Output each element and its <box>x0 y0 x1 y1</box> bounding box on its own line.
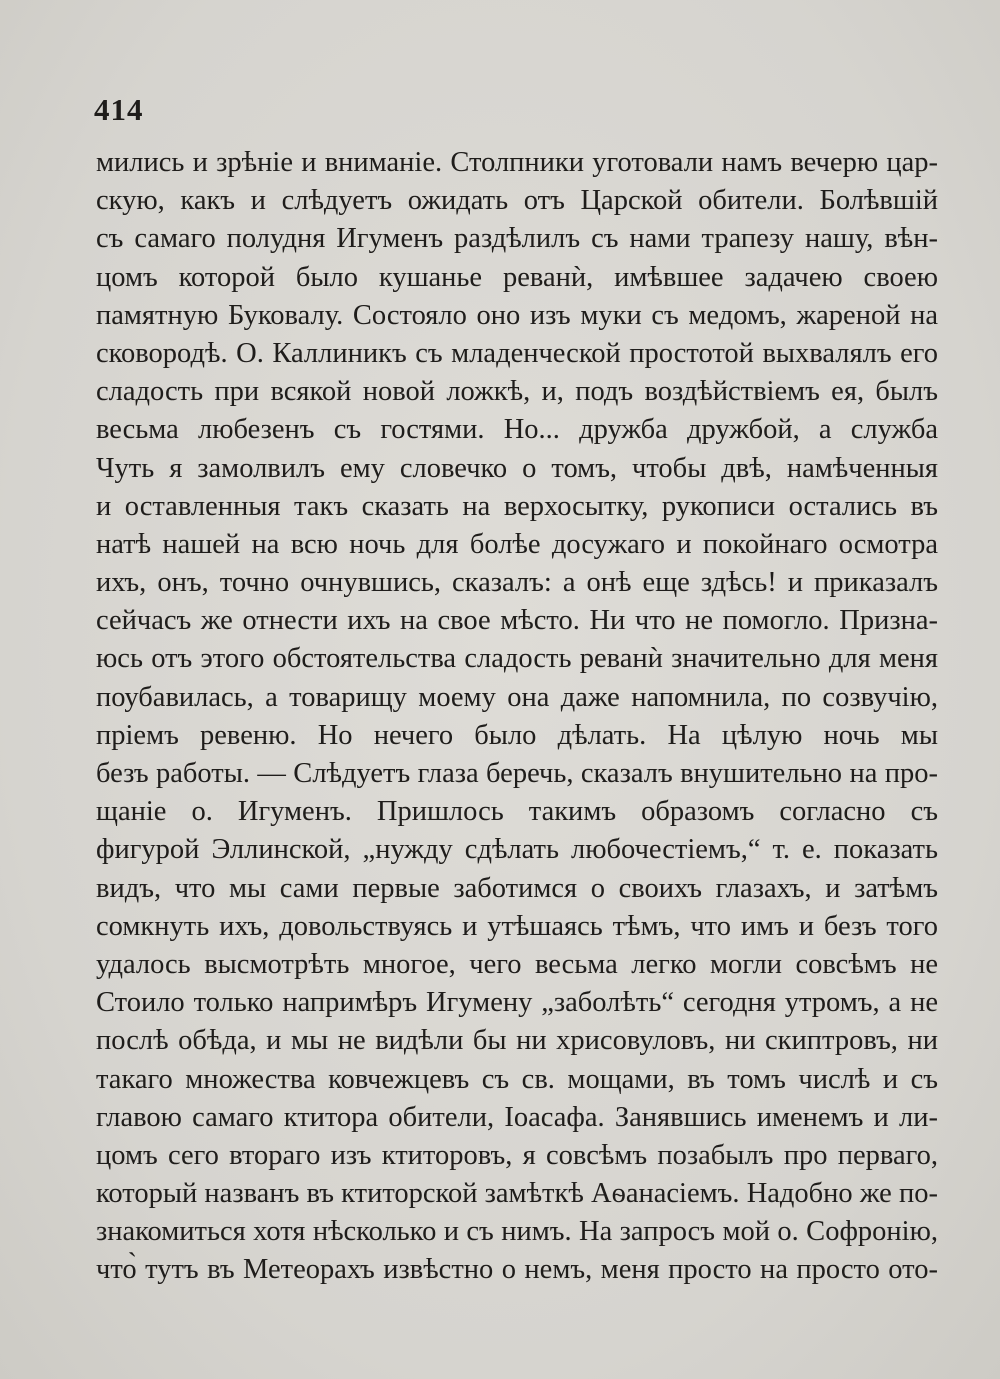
text-line: Чуть я замолвилъ ему словечко о томъ, чтобы двѣ, намѣченныя <box>96 452 938 484</box>
text-line: фигурой Эллинской, „нужду сдѣлать любочестіемъ,“ т. е. показать <box>96 834 938 866</box>
text-line: знакомиться хотя нѣсколько и съ нимъ. На запросъ мой о. Софронію, <box>96 1216 938 1248</box>
text-line: что̀ тутъ въ Метеорахъ извѣстно о немъ, меня просто на просто ото- <box>96 1254 938 1286</box>
text-line: послѣ обѣда, и мы не видѣли бы ни хрисовуловъ, ни скиптровъ, ни <box>96 1025 938 1057</box>
text-line: видъ, что мы сами первые заботимся о своихъ глазахъ, и затѣмъ <box>96 872 938 904</box>
text-line: сомкнуть ихъ, довольствуясь и утѣшаясь тѣмъ, что имъ и безъ того <box>96 910 938 942</box>
text-line: цомъ которой было кушанье реванѝ, имѣвшее задачею своею <box>96 261 938 293</box>
text-line: такаго множества ковчежцевъ съ св. мощами, въ томъ числѣ и съ <box>96 1063 938 1095</box>
text-line: удалось высмотрѣть многое, чего весьма легко могли совсѣмъ не <box>96 948 938 980</box>
text-line: главою самаго ктитора обители, Іоасафа. Занявшись именемъ и ли- <box>96 1101 938 1133</box>
text-line: который названъ въ ктиторской замѣткѣ Аѳанасіемъ. Надобно же по- <box>96 1178 938 1210</box>
text-line: весьма любезенъ съ гостями. Но... дружба дружбой, а служба <box>96 414 938 446</box>
text-line: сладость при всякой новой ложкѣ, и, подъ воздѣйствіемъ ея, былъ <box>96 376 938 408</box>
text-line: скую, какъ и слѣдуетъ ожидать отъ Царской обители. Болѣвшій <box>96 185 938 217</box>
text-line: памятную Буковалу. Состояло оно изъ муки съ медомъ, жареной на <box>96 299 938 331</box>
text-line: пріемъ ревеню. Но нечего было дѣлать. На цѣлую ночь мы <box>96 719 938 751</box>
text-line: цомъ сего втораго изъ ктиторовъ, я совсѣмъ позабылъ про перваго, <box>96 1139 938 1171</box>
text-line: ихъ, онъ, точно очнувшись, сказалъ: а онѣ еще здѣсь! и приказалъ <box>96 567 938 599</box>
text-line: и оставленныя такъ сказать на верхосытку, рукописи остались въ <box>96 490 938 522</box>
page-number: 414 <box>94 92 144 127</box>
text-line: Стоило только напримѣръ Игумену „заболѣть“ сегодня утромъ, а не <box>96 987 938 1019</box>
text-line: мились и зрѣніе и вниманіе. Столпники уготовали намъ вечерю цар- <box>96 147 938 178</box>
text-line: поубавилась, а товарищу моему она даже напомнила, по созвучію, <box>96 681 938 713</box>
text-line: щаніе о. Игуменъ. Пришлось такимъ образомъ согласно съ <box>96 796 938 828</box>
text-line: сейчасъ же отнести ихъ на свое мѣсто. Ни что не помогло. Призна- <box>96 605 938 637</box>
text-line: сковородѣ. О. Каллиникъ съ младенческой простотой выхвалялъ его <box>96 337 938 369</box>
text-line: съ самаго полудня Игуменъ раздѣлилъ съ нами трапезу нашу, вѣн- <box>96 223 938 255</box>
text-line: безъ работы. — Слѣдуетъ глаза беречь, сказалъ внушительно на про- <box>96 758 938 789</box>
text-line: натѣ нашей на всю ночь для болѣе досужаго и покойнаго осмотра <box>96 528 938 560</box>
text-line: юсь отъ этого обстоятельства сладость реванѝ значительно для меня <box>96 643 938 675</box>
body-text <box>96 144 938 1290</box>
